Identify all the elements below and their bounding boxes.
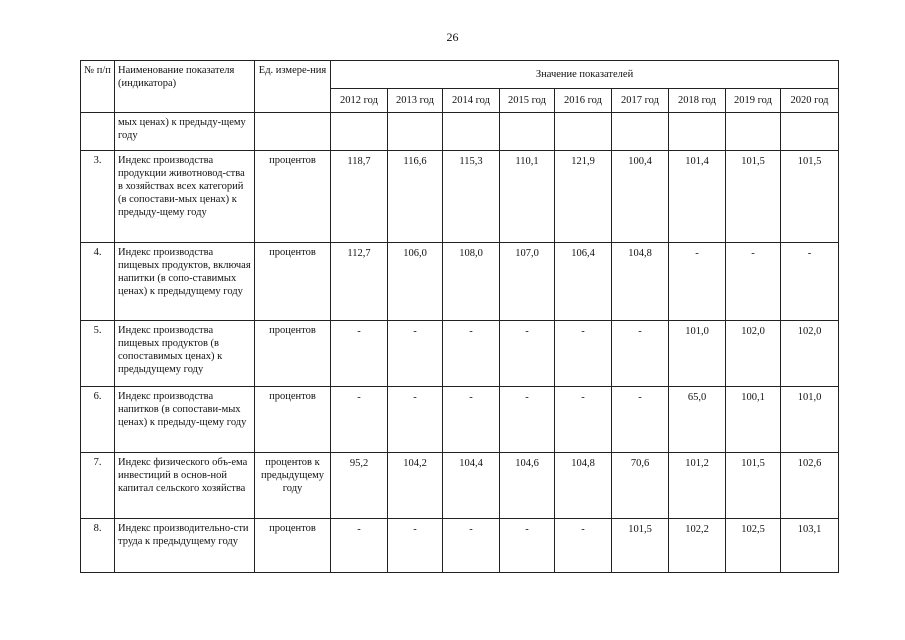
row-num — [81, 113, 115, 151]
value-cell: 101,5 — [726, 453, 781, 519]
table-row — [81, 453, 839, 519]
header-values: Значение показателей — [331, 61, 839, 89]
year-2017: 2017 год — [612, 89, 669, 113]
value-cell: 115,3 — [443, 151, 500, 243]
value-cell: 107,0 — [500, 243, 555, 321]
value-cell — [388, 113, 443, 151]
value-cell: 101,0 — [669, 321, 726, 387]
value-cell: - — [555, 321, 612, 387]
row-num: 7. — [81, 453, 115, 519]
value-cell: - — [612, 321, 669, 387]
value-cell — [669, 113, 726, 151]
value-cell: - — [388, 321, 443, 387]
year-2013: 2013 год — [388, 89, 443, 113]
table-row — [81, 113, 839, 151]
value-cell: 70,6 — [612, 453, 669, 519]
value-cell: 102,2 — [669, 519, 726, 573]
value-cell: 116,6 — [388, 151, 443, 243]
value-cell: 110,1 — [500, 151, 555, 243]
value-cell: - — [331, 519, 388, 573]
value-cell: - — [388, 387, 443, 453]
indicators-table — [80, 60, 839, 573]
value-cell: 101,2 — [669, 453, 726, 519]
value-cell: 101,4 — [669, 151, 726, 243]
table-row — [81, 243, 839, 321]
row-unit: процентов к предыдущему году — [255, 453, 331, 519]
value-cell: - — [331, 321, 388, 387]
year-2019: 2019 год — [726, 89, 781, 113]
value-cell: - — [726, 243, 781, 321]
table-row — [81, 151, 839, 243]
row-name: Индекс производства пищевых продуктов (в сопоставимых ценах) к предыдущему году — [115, 321, 255, 387]
value-cell: - — [669, 243, 726, 321]
header-num: № п/п — [81, 61, 115, 113]
value-cell: 112,7 — [331, 243, 388, 321]
value-cell: 101,5 — [781, 151, 839, 243]
year-2016: 2016 год — [555, 89, 612, 113]
header-unit: Ед. измере-ния — [255, 61, 331, 113]
value-cell — [500, 113, 555, 151]
value-cell — [555, 113, 612, 151]
row-name: Индекс производства продукции животновод-ства в хозяйствах всех категорий (в сопостави-мых ценах) к предыду-щему году — [115, 151, 255, 243]
row-unit: процентов — [255, 519, 331, 573]
value-cell: 104,8 — [612, 243, 669, 321]
row-unit: процентов — [255, 387, 331, 453]
header-row — [81, 61, 839, 89]
value-cell: 108,0 — [443, 243, 500, 321]
value-cell: 102,6 — [781, 453, 839, 519]
row-name: Индекс производства напитков (в сопостави-мых ценах) к предыду-щему году — [115, 387, 255, 453]
value-cell: 95,2 — [331, 453, 388, 519]
row-unit — [255, 113, 331, 151]
row-num: 5. — [81, 321, 115, 387]
row-num: 8. — [81, 519, 115, 573]
value-cell: - — [555, 387, 612, 453]
value-cell — [443, 113, 500, 151]
header-name: Наименование показателя (индикатора) — [115, 61, 255, 113]
value-cell: 106,4 — [555, 243, 612, 321]
value-cell: - — [500, 387, 555, 453]
value-cell: 104,4 — [443, 453, 500, 519]
value-cell: 104,2 — [388, 453, 443, 519]
value-cell: - — [443, 387, 500, 453]
value-cell: 100,4 — [612, 151, 669, 243]
year-2014: 2014 год — [443, 89, 500, 113]
table-row — [81, 519, 839, 573]
value-cell: - — [500, 519, 555, 573]
value-cell: 101,5 — [612, 519, 669, 573]
value-cell: 103,1 — [781, 519, 839, 573]
row-name: Индекс производительно-сти труда к предыдущему году — [115, 519, 255, 573]
value-cell: 101,5 — [726, 151, 781, 243]
value-cell: - — [331, 387, 388, 453]
year-2012: 2012 год — [331, 89, 388, 113]
value-cell: - — [612, 387, 669, 453]
value-cell: 100,1 — [726, 387, 781, 453]
row-unit: процентов — [255, 243, 331, 321]
row-num: 4. — [81, 243, 115, 321]
row-unit: процентов — [255, 321, 331, 387]
table-row — [81, 321, 839, 387]
row-name: мых ценах) к предыду-щему году — [115, 113, 255, 151]
value-cell — [331, 113, 388, 151]
value-cell — [726, 113, 781, 151]
value-cell: - — [388, 519, 443, 573]
value-cell: 102,0 — [781, 321, 839, 387]
value-cell: 104,8 — [555, 453, 612, 519]
value-cell: 102,0 — [726, 321, 781, 387]
value-cell: 101,0 — [781, 387, 839, 453]
table-row — [81, 387, 839, 453]
value-cell: 118,7 — [331, 151, 388, 243]
value-cell — [612, 113, 669, 151]
value-cell: 65,0 — [669, 387, 726, 453]
value-cell: - — [500, 321, 555, 387]
value-cell: - — [443, 321, 500, 387]
year-2020: 2020 год — [781, 89, 839, 113]
value-cell: 102,5 — [726, 519, 781, 573]
value-cell: - — [781, 243, 839, 321]
value-cell: 106,0 — [388, 243, 443, 321]
year-2015: 2015 год — [500, 89, 555, 113]
value-cell: - — [443, 519, 500, 573]
value-cell: 104,6 — [500, 453, 555, 519]
value-cell: - — [555, 519, 612, 573]
value-cell: 121,9 — [555, 151, 612, 243]
value-cell — [781, 113, 839, 151]
row-name: Индекс физического объ-ема инвестиций в основ-ной капитал сельского хозяйства — [115, 453, 255, 519]
row-num: 3. — [81, 151, 115, 243]
page-number: 26 — [446, 30, 459, 44]
row-name: Индекс производства пищевых продуктов, включая напитки (в сопо-ставимых ценах) к предыдущему году — [115, 243, 255, 321]
year-2018: 2018 год — [669, 89, 726, 113]
row-num: 6. — [81, 387, 115, 453]
row-unit: процентов — [255, 151, 331, 243]
